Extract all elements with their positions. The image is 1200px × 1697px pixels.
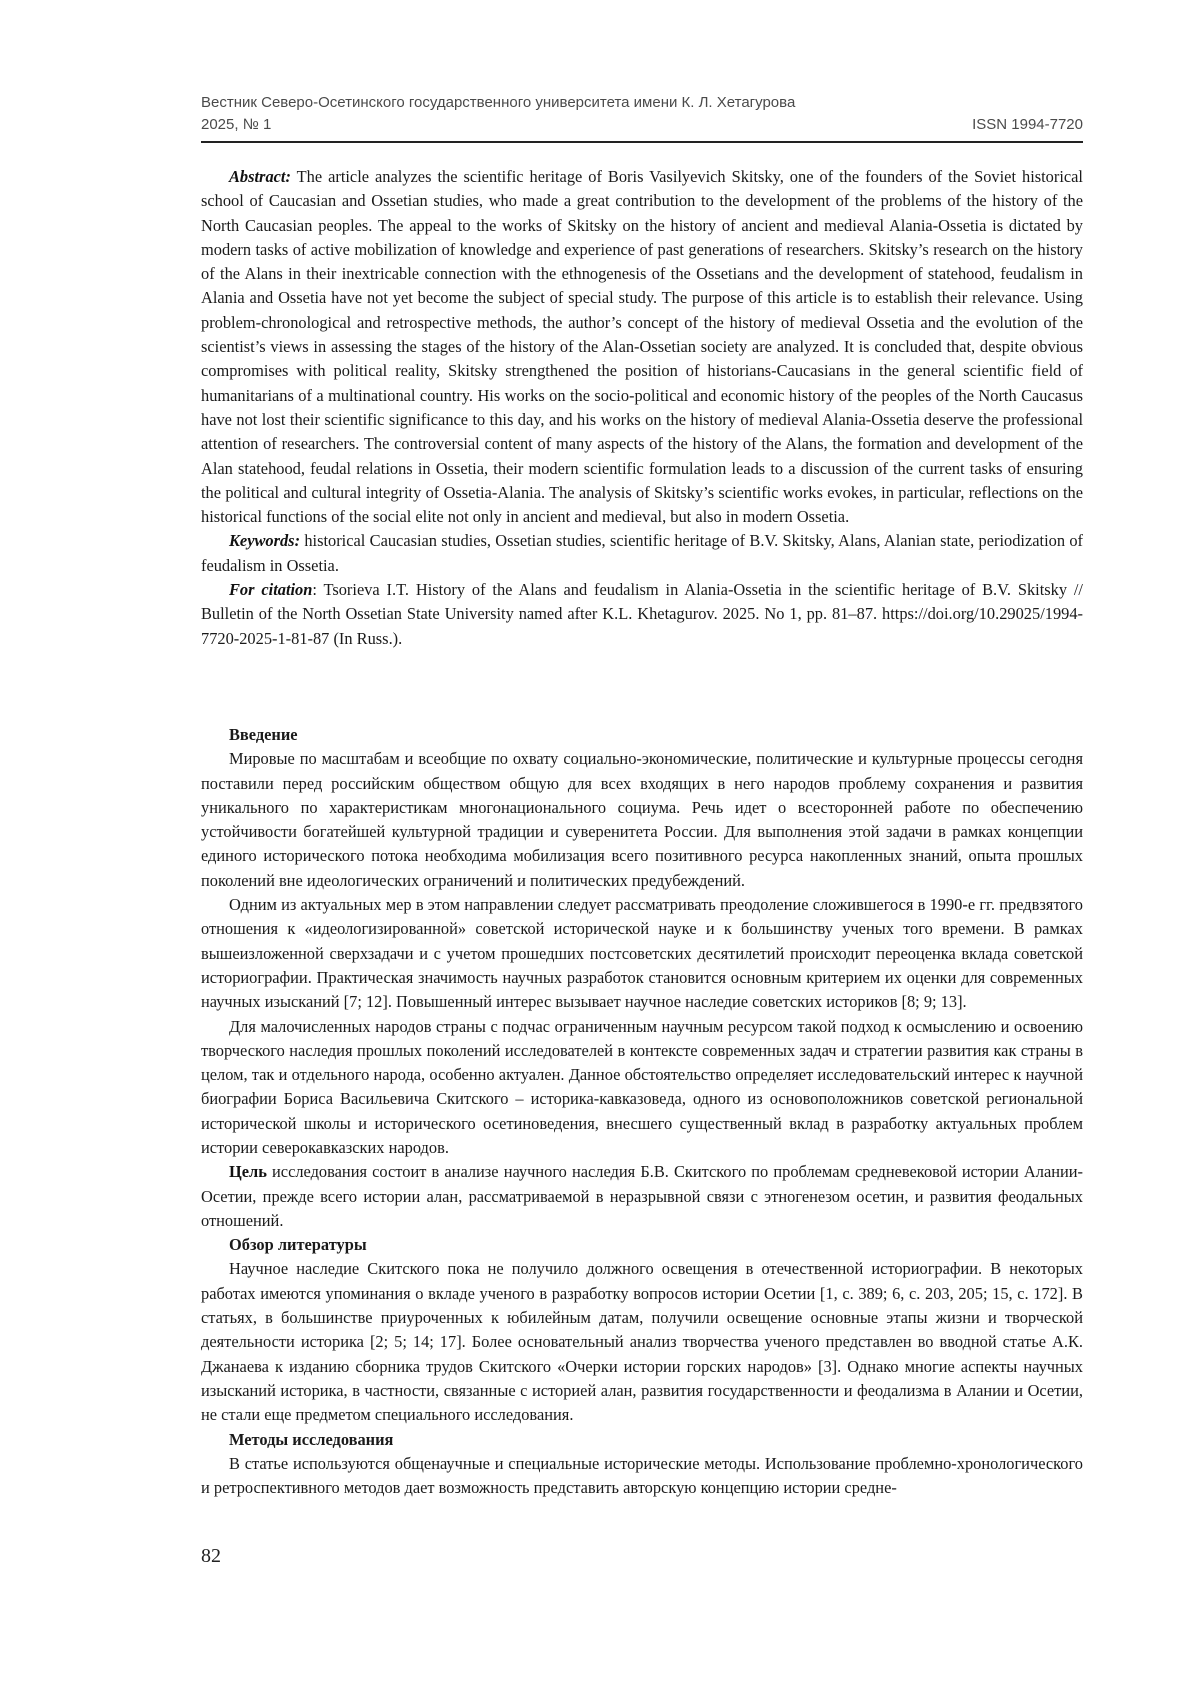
article-body <box>201 165 1083 1500</box>
review-paragraph: Научное наследие Скитского пока не получило должного освещения в отечественной историографии. В некоторых работах имеются упоминания о вкладе ученого в разработку вопросов истории Осетии [1, с. 389; 6, с. 203, 205; 15, с. 172]. В статьях, в большинстве приуроченных к юбилейным датам, получили освещение основные этапы жизни и творческой деятельности историка [2; 5; 14; 17]. Более основательный анализ творчества ученого представлен во вводной статье А.К. Джанаева к изданию сборника трудов Скитского «Очерки истории горских народов» [3]. Однако многие аспекты научных изысканий историка, в частности, связанные с историей алан, развития государственности и феодализма в Алании и Осетии, не стали еще предметом специального исследования. <box>201 1259 1083 1425</box>
goal-label: Цель <box>229 1162 267 1182</box>
journal-title: Вестник Северо-Осетинского государственного университета имени К. Л. Хетагурова <box>201 94 796 111</box>
methods-paragraph: В статье используются общенаучные и специальные исторические методы. Использование проблемно-хронологического и ретроспективного методов дает возможность представить авторскую концепцию истории средне- <box>201 1453 1083 1498</box>
keywords-text: historical Caucasian studies, Ossetian studies, scientific heritage of B.V. Skitsky, Alans, Alanian state, periodization of feudalism in Ossetia. <box>201 531 1083 575</box>
issue-number: 2025, № 1 <box>201 116 272 133</box>
citation-label: For citation <box>229 580 313 600</box>
keywords <box>201 529 1083 578</box>
methods-heading: Методы исследования <box>229 1429 394 1449</box>
running-header <box>201 92 1083 136</box>
intro-paragraph-1: Мировые по масштабам и всеобщие по охвату социально-экономические, политические и культурные процессы сегодня поставили перед российским обществом общую для всех входящих в него народов проблему сохранения и развития уникального по характеристикам многонационального социума. Речь идет о всесторонней работе по обеспечению устойчивости богатейшей культурной традиции и суверенитета России. Для выполнения этой задачи в рамках концепции единого исторического потока необходима мобилизация всего позитивного ресурса накопленных знаний, опыта прошлых поколений вне идеологических ограничений и политических предубеждений. <box>201 749 1083 890</box>
goal-text: исследования состоит в анализе научного наследия Б.В. Скитского по проблемам средневековой истории Алании-Осетии, прежде всего истории алан, рассматриваемой в неразрывной связи с этногенезом осетин, и развития феодальных отношений. <box>201 1162 1083 1230</box>
header-rule <box>201 141 1083 143</box>
intro-paragraph-2: Одним из актуальных мер в этом направлении следует рассматривать преодоление сложившегося в 1990-е гг. предвзятого отношения к «идеологизированной» советской исторической науке и к большинству ученых того времени. В рамках вышеизложенной сверхзадачи и с учетом прошедших постсоветских десятилетий происходит переоценка вклада советской историографии. Практическая значимость научных разработок становится основным критерием их оценки для современных научных изысканий [7; 12]. Повышенный интерес вызывает научное наследие советских историков [8; 9; 13]. <box>201 895 1083 1012</box>
issn: ISSN 1994-7720 <box>972 116 1083 133</box>
abstract-label: Abstract: <box>229 167 291 186</box>
intro-paragraph-3: Для малочисленных народов страны с подчас ограниченным научным ресурсом такой подход к осмыслению и освоению творческого наследия прошлых поколений исследователей в контексте современных задач и стратегии развития как страны в целом, так и отдельного народа, особенно актуален. Данное обстоятельство определяет исследовательский интерес к научной биографии Бориса Васильевича Скитского – историка-кавказоведа, одного из основоположников советской региональной исторической школы и исторического осетиноведения, внесшего существенный вклад в разработку актуальных проблем истории северокавказских народов. <box>201 1016 1083 1157</box>
citation <box>201 578 1083 651</box>
abstract-text: The article analyzes the scientific heritage of Boris Vasilyevich Skitsky, one of the founders of the Soviet historical school of Caucasian and Ossetian studies, who made a great contribution to the development of the problems of the history of the North Caucasian peoples. The appeal to the works of Skitsky on the history of ancient and medieval Alania-Ossetia is dictated by modern tasks of active mobilization of knowledge and experience of past generations of researchers. Skitsky’s research on the history of the Alans in their inextricable connection with the ethnogenesis of the Ossetians and the development of statehood, feudalism in Alania and Ossetia have not yet become the subject of special study. The purpose of this article is to establish their relevance. Using problem-chronological and retrospective methods, the author’s concept of the history of medieval Ossetia and the evolution of the scientist’s views in assessing the stages of the history of the Alan-Ossetian society are analyzed. It is concluded that, despite obvious compromises with political reality, Skitsky strengthened the position of historians-Caucasians in the general scientific field of humanitarians of a multinational country. His works on the socio-political and economic history of the peoples of the North Caucasus have not lost their scientific significance to this day, and his works on the history of medieval Alania-Ossetia deserve the professional attention of researchers. The controversial content of many aspects of the history of the Alans, the formation and development of the Alan statehood, feudal relations in Ossetia, their modern scientific formulation leads to a discussion of the current tasks of ensuring the political and cultural integrity of Ossetia-Alania. The analysis of Skitsky’s scientific works evokes, in particular, reflections on the historical functions of the social elite not only in ancient and medieval, but also in modern Ossetia. <box>201 167 1083 527</box>
goal-paragraph <box>201 1160 1083 1233</box>
intro-heading: Введение <box>229 724 298 744</box>
review-heading: Обзор литературы <box>229 1235 367 1255</box>
abstract <box>201 165 1083 529</box>
keywords-label: Keywords: <box>229 531 301 551</box>
citation-text: : Tsorieva I.T. History of the Alans and feudalism in Alania-Ossetia in the scientific heritage of B.V. Skitsky // Bulletin of the North Ossetian State University named after K.L. Khetagurov. 2025. No 1, pp. 81–87. https://doi.org/10.29025/1994-7720-2025-1-81-87 (In Russ.). <box>201 580 1083 648</box>
section-gap <box>201 651 1083 723</box>
page-number: 82 <box>201 1545 221 1567</box>
